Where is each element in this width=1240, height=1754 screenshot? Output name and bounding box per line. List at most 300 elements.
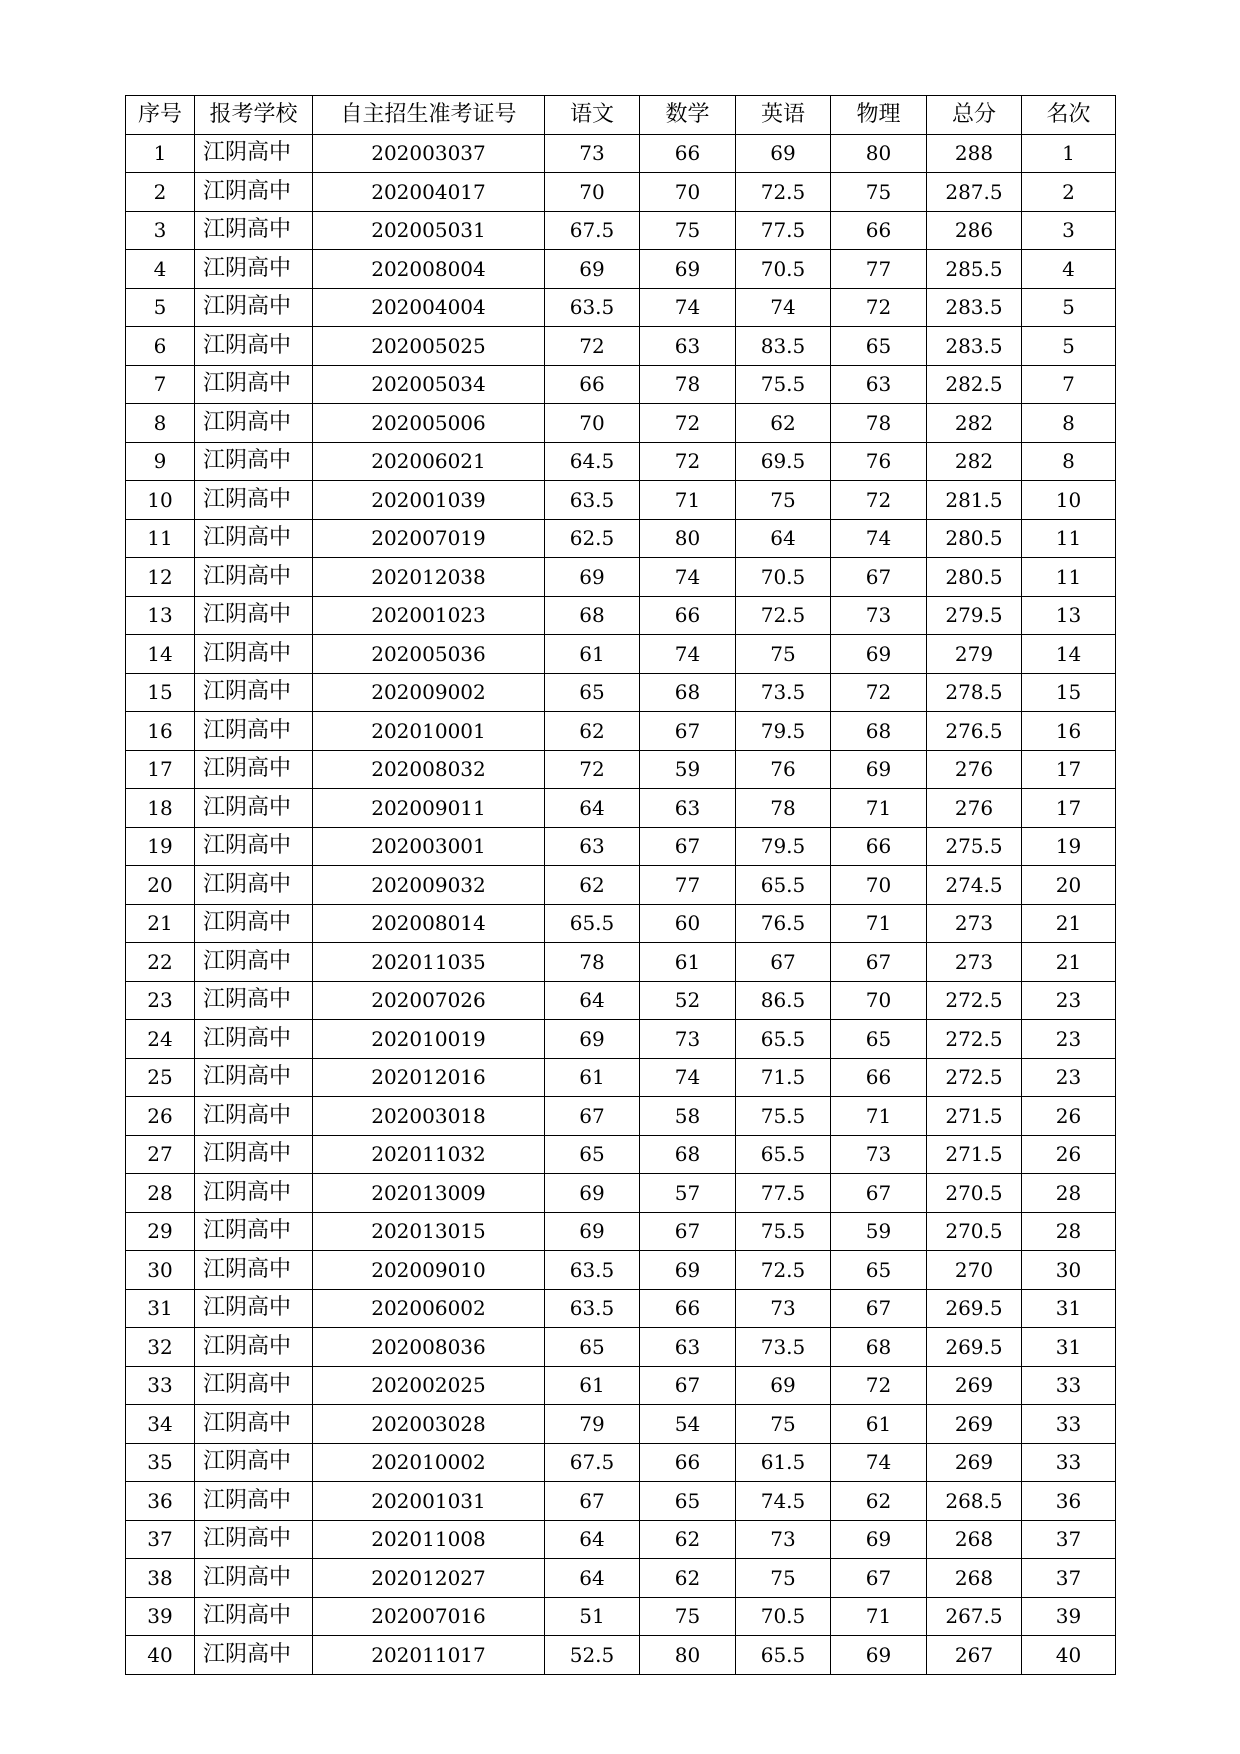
cell-chinese: 63.5: [545, 288, 640, 327]
cell-school: 江阴高中: [195, 1443, 313, 1482]
cell-school: 江阴高中: [195, 1135, 313, 1174]
cell-math: 65: [640, 1482, 736, 1521]
cell-school: 江阴高中: [195, 1559, 313, 1598]
table-body: [126, 134, 1116, 1674]
cell-math: 63: [640, 327, 736, 366]
cell-rank: 1: [1022, 134, 1116, 173]
cell-total: 268.5: [927, 1482, 1022, 1521]
cell-math: 74: [640, 558, 736, 597]
cell-total: 267: [927, 1636, 1022, 1675]
cell-index: 22: [126, 943, 195, 982]
cell-total: 274.5: [927, 866, 1022, 905]
cell-math: 66: [640, 1289, 736, 1328]
cell-school: 江阴高中: [195, 442, 313, 481]
cell-english: 72.5: [736, 1251, 831, 1290]
cell-total: 288: [927, 134, 1022, 173]
cell-school: 江阴高中: [195, 1366, 313, 1405]
cell-exam-id: 202013015: [313, 1212, 545, 1251]
cell-math: 52: [640, 981, 736, 1020]
cell-rank: 5: [1022, 288, 1116, 327]
cell-exam-id: 202005034: [313, 365, 545, 404]
cell-index: 6: [126, 327, 195, 366]
table-row: [126, 327, 1116, 366]
cell-index: 2: [126, 173, 195, 212]
cell-math: 59: [640, 750, 736, 789]
cell-chinese: 61: [545, 1366, 640, 1405]
cell-exam-id: 202009002: [313, 673, 545, 712]
cell-math: 60: [640, 904, 736, 943]
cell-index: 34: [126, 1405, 195, 1444]
cell-english: 65.5: [736, 1636, 831, 1675]
cell-physics: 67: [831, 558, 927, 597]
cell-physics: 72: [831, 288, 927, 327]
cell-english: 65.5: [736, 866, 831, 905]
cell-exam-id: 202002025: [313, 1366, 545, 1405]
cell-math: 62: [640, 1520, 736, 1559]
cell-total: 282.5: [927, 365, 1022, 404]
cell-exam-id: 202005025: [313, 327, 545, 366]
cell-physics: 70: [831, 866, 927, 905]
cell-chinese: 62.5: [545, 519, 640, 558]
cell-school: 江阴高中: [195, 943, 313, 982]
cell-english: 75: [736, 481, 831, 520]
table-row: [126, 827, 1116, 866]
cell-physics: 62: [831, 1482, 927, 1521]
table-row: [126, 558, 1116, 597]
cell-total: 285.5: [927, 250, 1022, 289]
cell-index: 10: [126, 481, 195, 520]
cell-chinese: 67.5: [545, 211, 640, 250]
cell-school: 江阴高中: [195, 712, 313, 751]
cell-physics: 71: [831, 789, 927, 828]
cell-english: 73: [736, 1289, 831, 1328]
cell-exam-id: 202001031: [313, 1482, 545, 1521]
cell-math: 72: [640, 442, 736, 481]
cell-rank: 26: [1022, 1097, 1116, 1136]
cell-index: 18: [126, 789, 195, 828]
cell-exam-id: 202007026: [313, 981, 545, 1020]
cell-exam-id: 202013009: [313, 1174, 545, 1213]
cell-english: 79.5: [736, 827, 831, 866]
header-english: 英语: [736, 96, 831, 135]
cell-rank: 37: [1022, 1520, 1116, 1559]
cell-rank: 17: [1022, 750, 1116, 789]
cell-school: 江阴高中: [195, 288, 313, 327]
cell-physics: 68: [831, 1328, 927, 1367]
cell-school: 江阴高中: [195, 904, 313, 943]
header-physics: 物理: [831, 96, 927, 135]
cell-index: 40: [126, 1636, 195, 1675]
table-row: [126, 519, 1116, 558]
cell-rank: 33: [1022, 1405, 1116, 1444]
cell-exam-id: 202008004: [313, 250, 545, 289]
cell-total: 279: [927, 635, 1022, 674]
cell-exam-id: 202001023: [313, 596, 545, 635]
cell-english: 73: [736, 1520, 831, 1559]
cell-physics: 65: [831, 1020, 927, 1059]
cell-total: 272.5: [927, 1020, 1022, 1059]
cell-rank: 40: [1022, 1636, 1116, 1675]
cell-school: 江阴高中: [195, 1212, 313, 1251]
cell-index: 11: [126, 519, 195, 558]
cell-school: 江阴高中: [195, 827, 313, 866]
cell-math: 66: [640, 134, 736, 173]
table-row: [126, 211, 1116, 250]
cell-rank: 15: [1022, 673, 1116, 712]
table-row: [126, 481, 1116, 520]
table-row: [126, 1251, 1116, 1290]
cell-index: 14: [126, 635, 195, 674]
cell-chinese: 69: [545, 558, 640, 597]
cell-total: 268: [927, 1559, 1022, 1598]
cell-index: 39: [126, 1597, 195, 1636]
cell-chinese: 63: [545, 827, 640, 866]
cell-english: 86.5: [736, 981, 831, 1020]
cell-math: 75: [640, 211, 736, 250]
cell-english: 71.5: [736, 1058, 831, 1097]
cell-rank: 8: [1022, 442, 1116, 481]
table-row: [126, 1135, 1116, 1174]
cell-school: 江阴高中: [195, 558, 313, 597]
cell-math: 74: [640, 288, 736, 327]
cell-exam-id: 202004017: [313, 173, 545, 212]
cell-chinese: 73: [545, 134, 640, 173]
cell-exam-id: 202006021: [313, 442, 545, 481]
cell-chinese: 69: [545, 250, 640, 289]
table-row: [126, 635, 1116, 674]
cell-index: 13: [126, 596, 195, 635]
cell-total: 270.5: [927, 1174, 1022, 1213]
table-row: [126, 866, 1116, 905]
cell-index: 3: [126, 211, 195, 250]
cell-school: 江阴高中: [195, 750, 313, 789]
cell-physics: 73: [831, 596, 927, 635]
table-row: [126, 1482, 1116, 1521]
cell-school: 江阴高中: [195, 789, 313, 828]
cell-total: 280.5: [927, 558, 1022, 597]
cell-physics: 74: [831, 519, 927, 558]
table-row: [126, 1289, 1116, 1328]
cell-total: 276: [927, 789, 1022, 828]
cell-exam-id: 202009011: [313, 789, 545, 828]
cell-english: 79.5: [736, 712, 831, 751]
cell-total: 273: [927, 943, 1022, 982]
cell-rank: 14: [1022, 635, 1116, 674]
cell-total: 270: [927, 1251, 1022, 1290]
cell-rank: 36: [1022, 1482, 1116, 1521]
table-row: [126, 673, 1116, 712]
cell-rank: 31: [1022, 1289, 1116, 1328]
cell-physics: 63: [831, 365, 927, 404]
cell-english: 77.5: [736, 1174, 831, 1213]
cell-rank: 19: [1022, 827, 1116, 866]
cell-math: 67: [640, 827, 736, 866]
cell-exam-id: 202003018: [313, 1097, 545, 1136]
table-row: [126, 365, 1116, 404]
table-row: [126, 1520, 1116, 1559]
cell-index: 21: [126, 904, 195, 943]
cell-index: 23: [126, 981, 195, 1020]
cell-physics: 67: [831, 1174, 927, 1213]
cell-rank: 16: [1022, 712, 1116, 751]
cell-index: 5: [126, 288, 195, 327]
cell-rank: 31: [1022, 1328, 1116, 1367]
cell-physics: 74: [831, 1443, 927, 1482]
cell-english: 77.5: [736, 211, 831, 250]
cell-math: 75: [640, 1597, 736, 1636]
cell-total: 268: [927, 1520, 1022, 1559]
cell-english: 73.5: [736, 1328, 831, 1367]
cell-math: 66: [640, 596, 736, 635]
cell-physics: 66: [831, 1058, 927, 1097]
cell-total: 270.5: [927, 1212, 1022, 1251]
cell-english: 75.5: [736, 1097, 831, 1136]
cell-chinese: 63.5: [545, 1251, 640, 1290]
cell-total: 267.5: [927, 1597, 1022, 1636]
cell-school: 江阴高中: [195, 866, 313, 905]
cell-chinese: 64: [545, 981, 640, 1020]
cell-physics: 71: [831, 1097, 927, 1136]
cell-index: 27: [126, 1135, 195, 1174]
cell-exam-id: 202001039: [313, 481, 545, 520]
table-row: [126, 904, 1116, 943]
cell-total: 280.5: [927, 519, 1022, 558]
cell-total: 281.5: [927, 481, 1022, 520]
cell-chinese: 52.5: [545, 1636, 640, 1675]
cell-total: 282: [927, 442, 1022, 481]
cell-index: 32: [126, 1328, 195, 1367]
header-chinese: 语文: [545, 96, 640, 135]
cell-physics: 69: [831, 1636, 927, 1675]
cell-chinese: 63.5: [545, 1289, 640, 1328]
cell-chinese: 64: [545, 789, 640, 828]
cell-total: 287.5: [927, 173, 1022, 212]
cell-chinese: 72: [545, 750, 640, 789]
cell-index: 12: [126, 558, 195, 597]
cell-physics: 67: [831, 943, 927, 982]
cell-index: 25: [126, 1058, 195, 1097]
cell-exam-id: 202008032: [313, 750, 545, 789]
cell-physics: 71: [831, 904, 927, 943]
cell-math: 72: [640, 404, 736, 443]
cell-math: 61: [640, 943, 736, 982]
cell-school: 江阴高中: [195, 1597, 313, 1636]
cell-school: 江阴高中: [195, 673, 313, 712]
cell-rank: 5: [1022, 327, 1116, 366]
cell-school: 江阴高中: [195, 1289, 313, 1328]
cell-rank: 30: [1022, 1251, 1116, 1290]
cell-english: 64: [736, 519, 831, 558]
cell-total: 286: [927, 211, 1022, 250]
cell-total: 269.5: [927, 1328, 1022, 1367]
cell-total: 269: [927, 1443, 1022, 1482]
cell-chinese: 64: [545, 1520, 640, 1559]
score-table: [125, 95, 1116, 1675]
cell-index: 35: [126, 1443, 195, 1482]
cell-rank: 33: [1022, 1443, 1116, 1482]
cell-math: 67: [640, 1212, 736, 1251]
cell-english: 75: [736, 1559, 831, 1598]
cell-index: 31: [126, 1289, 195, 1328]
cell-rank: 10: [1022, 481, 1116, 520]
cell-index: 36: [126, 1482, 195, 1521]
cell-chinese: 69: [545, 1020, 640, 1059]
cell-total: 283.5: [927, 288, 1022, 327]
cell-chinese: 63.5: [545, 481, 640, 520]
cell-chinese: 65: [545, 1135, 640, 1174]
cell-school: 江阴高中: [195, 596, 313, 635]
cell-math: 63: [640, 1328, 736, 1367]
cell-chinese: 61: [545, 635, 640, 674]
cell-rank: 17: [1022, 789, 1116, 828]
header-school: 报考学校: [195, 96, 313, 135]
header-total: 总分: [927, 96, 1022, 135]
cell-chinese: 65: [545, 1328, 640, 1367]
cell-school: 江阴高中: [195, 1174, 313, 1213]
cell-exam-id: 202012027: [313, 1559, 545, 1598]
cell-english: 78: [736, 789, 831, 828]
cell-chinese: 62: [545, 712, 640, 751]
cell-index: 33: [126, 1366, 195, 1405]
table-row: [126, 1597, 1116, 1636]
cell-chinese: 69: [545, 1174, 640, 1213]
header-index: 序号: [126, 96, 195, 135]
cell-english: 69: [736, 1366, 831, 1405]
cell-index: 9: [126, 442, 195, 481]
table-row: [126, 404, 1116, 443]
cell-exam-id: 202005036: [313, 635, 545, 674]
cell-school: 江阴高中: [195, 1097, 313, 1136]
cell-exam-id: 202010001: [313, 712, 545, 751]
cell-math: 63: [640, 789, 736, 828]
cell-math: 68: [640, 673, 736, 712]
cell-chinese: 66: [545, 365, 640, 404]
cell-physics: 61: [831, 1405, 927, 1444]
cell-rank: 2: [1022, 173, 1116, 212]
cell-exam-id: 202003028: [313, 1405, 545, 1444]
table-header: [126, 96, 1116, 135]
cell-school: 江阴高中: [195, 134, 313, 173]
cell-school: 江阴高中: [195, 1636, 313, 1675]
cell-exam-id: 202004004: [313, 288, 545, 327]
cell-chinese: 67: [545, 1482, 640, 1521]
cell-physics: 76: [831, 442, 927, 481]
cell-school: 江阴高中: [195, 365, 313, 404]
cell-chinese: 78: [545, 943, 640, 982]
cell-rank: 4: [1022, 250, 1116, 289]
cell-total: 269.5: [927, 1289, 1022, 1328]
cell-exam-id: 202012038: [313, 558, 545, 597]
cell-school: 江阴高中: [195, 211, 313, 250]
cell-total: 273: [927, 904, 1022, 943]
cell-english: 74: [736, 288, 831, 327]
cell-physics: 66: [831, 211, 927, 250]
cell-rank: 23: [1022, 1020, 1116, 1059]
cell-math: 57: [640, 1174, 736, 1213]
cell-physics: 69: [831, 750, 927, 789]
cell-total: 272.5: [927, 1058, 1022, 1097]
cell-rank: 13: [1022, 596, 1116, 635]
table-row: [126, 1174, 1116, 1213]
cell-index: 24: [126, 1020, 195, 1059]
cell-math: 80: [640, 519, 736, 558]
cell-index: 8: [126, 404, 195, 443]
cell-total: 271.5: [927, 1097, 1022, 1136]
cell-school: 江阴高中: [195, 635, 313, 674]
cell-english: 72.5: [736, 173, 831, 212]
cell-english: 76.5: [736, 904, 831, 943]
cell-chinese: 65: [545, 673, 640, 712]
cell-english: 75.5: [736, 1212, 831, 1251]
cell-index: 30: [126, 1251, 195, 1290]
cell-exam-id: 202011032: [313, 1135, 545, 1174]
cell-index: 38: [126, 1559, 195, 1598]
cell-rank: 11: [1022, 558, 1116, 597]
cell-physics: 72: [831, 481, 927, 520]
cell-english: 62: [736, 404, 831, 443]
cell-school: 江阴高中: [195, 1251, 313, 1290]
cell-chinese: 72: [545, 327, 640, 366]
cell-math: 66: [640, 1443, 736, 1482]
cell-math: 67: [640, 1366, 736, 1405]
cell-rank: 21: [1022, 943, 1116, 982]
cell-math: 73: [640, 1020, 736, 1059]
cell-english: 70.5: [736, 250, 831, 289]
cell-total: 269: [927, 1405, 1022, 1444]
cell-chinese: 79: [545, 1405, 640, 1444]
cell-school: 江阴高中: [195, 404, 313, 443]
cell-english: 61.5: [736, 1443, 831, 1482]
cell-rank: 11: [1022, 519, 1116, 558]
cell-total: 282: [927, 404, 1022, 443]
cell-chinese: 68: [545, 596, 640, 635]
cell-rank: 8: [1022, 404, 1116, 443]
cell-exam-id: 202005031: [313, 211, 545, 250]
cell-chinese: 61: [545, 1058, 640, 1097]
table-row: [126, 789, 1116, 828]
cell-exam-id: 202006002: [313, 1289, 545, 1328]
cell-exam-id: 202008014: [313, 904, 545, 943]
cell-exam-id: 202009010: [313, 1251, 545, 1290]
cell-physics: 71: [831, 1597, 927, 1636]
table-row: [126, 442, 1116, 481]
cell-exam-id: 202005006: [313, 404, 545, 443]
cell-physics: 73: [831, 1135, 927, 1174]
cell-total: 275.5: [927, 827, 1022, 866]
cell-math: 74: [640, 1058, 736, 1097]
cell-rank: 20: [1022, 866, 1116, 905]
cell-exam-id: 202012016: [313, 1058, 545, 1097]
cell-exam-id: 202011008: [313, 1520, 545, 1559]
cell-english: 72.5: [736, 596, 831, 635]
table-row: [126, 134, 1116, 173]
cell-school: 江阴高中: [195, 981, 313, 1020]
cell-school: 江阴高中: [195, 1405, 313, 1444]
cell-english: 70.5: [736, 1597, 831, 1636]
cell-english: 69.5: [736, 442, 831, 481]
cell-physics: 59: [831, 1212, 927, 1251]
cell-exam-id: 202008036: [313, 1328, 545, 1367]
cell-index: 19: [126, 827, 195, 866]
cell-index: 37: [126, 1520, 195, 1559]
table-row: [126, 1636, 1116, 1675]
cell-english: 75: [736, 1405, 831, 1444]
cell-total: 278.5: [927, 673, 1022, 712]
cell-school: 江阴高中: [195, 481, 313, 520]
cell-english: 74.5: [736, 1482, 831, 1521]
cell-math: 77: [640, 866, 736, 905]
cell-index: 4: [126, 250, 195, 289]
